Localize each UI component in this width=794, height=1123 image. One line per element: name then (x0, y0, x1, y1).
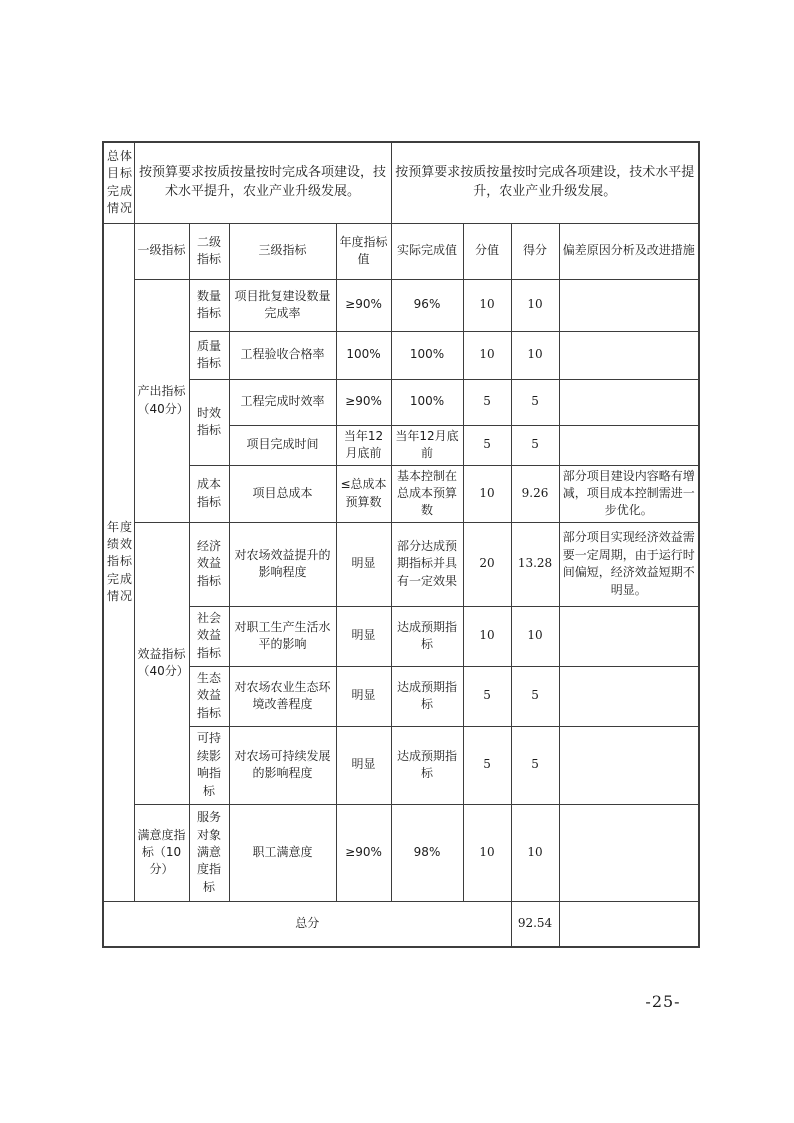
cell-indicator: 对职工生产生活水平的影响 (229, 606, 336, 666)
cell-level2: 数量指标 (189, 279, 229, 331)
cell-target: 明显 (336, 522, 391, 606)
cell-score: 10 (511, 606, 559, 666)
cell-indicator: 项目总成本 (229, 465, 336, 522)
cell-score: 5 (511, 726, 559, 804)
cell-level2: 时效指标 (189, 379, 229, 465)
cell-deviation (559, 279, 699, 331)
cell-indicator: 工程验收合格率 (229, 331, 336, 379)
cell-deviation: 部分项目实现经济效益需要一定周期，由于运行时间偏短，经济效益短期不明显。 (559, 522, 699, 606)
cell-actual: 达成预期指标 (391, 726, 463, 804)
table-row (103, 666, 699, 726)
cell-target: 明显 (336, 726, 391, 804)
group-output-label: 产出指标（40分） (134, 279, 189, 522)
cell-points: 20 (463, 522, 511, 606)
cell-actual: 100% (391, 331, 463, 379)
cell-points: 10 (463, 804, 511, 901)
cell-score: 10 (511, 279, 559, 331)
header-row (103, 223, 699, 279)
header-target: 年度指标值 (336, 223, 391, 279)
cell-actual: 98% (391, 804, 463, 901)
cell-actual: 达成预期指标 (391, 666, 463, 726)
table-row (103, 379, 699, 425)
cell-score: 5 (511, 666, 559, 726)
cell-level2: 生态效益指标 (189, 666, 229, 726)
cell-actual: 当年12月底前 (391, 425, 463, 465)
table-row (103, 465, 699, 522)
overall-goal-row-label-text: 总体目标完成情况 (107, 148, 134, 216)
cell-score: 10 (511, 804, 559, 901)
cell-level2: 经济效益指标 (189, 522, 229, 606)
cell-points: 10 (463, 606, 511, 666)
group-satisfaction-label: 满意度指标（10分） (134, 804, 189, 901)
cell-level2: 质量指标 (189, 331, 229, 379)
total-label: 总分 (103, 901, 511, 947)
cell-indicator: 对农场可持续发展的影响程度 (229, 726, 336, 804)
cell-score: 5 (511, 425, 559, 465)
header-actual: 实际完成值 (391, 223, 463, 279)
cell-indicator: 对农场农业生态环境改善程度 (229, 666, 336, 726)
cell-deviation: 部分项目建设内容略有增减，项目成本控制需进一步优化。 (559, 465, 699, 522)
cell-target: 明显 (336, 606, 391, 666)
table-row (103, 522, 699, 606)
cell-score: 9.26 (511, 465, 559, 522)
table-row (103, 331, 699, 379)
header-level2: 二级指标 (189, 223, 229, 279)
overall-goal-right-cell: 按预算要求按质按量按时完成各项建设，技术水平提升，农业产业升级发展。 (391, 142, 699, 223)
cell-target: 当年12月底前 (336, 425, 391, 465)
table-row (103, 279, 699, 331)
cell-level2: 社会效益指标 (189, 606, 229, 666)
cell-deviation (559, 379, 699, 425)
cell-target: 明显 (336, 666, 391, 726)
cell-points: 5 (463, 726, 511, 804)
table-row (103, 606, 699, 666)
cell-actual: 部分达成预期指标并具有一定效果 (391, 522, 463, 606)
header-level1: 一级指标 (134, 223, 189, 279)
cell-points: 5 (463, 666, 511, 726)
cell-indicator: 职工满意度 (229, 804, 336, 901)
cell-actual: 100% (391, 379, 463, 425)
overall-goal-row-label (103, 142, 134, 223)
annual-performance-row-label (103, 223, 134, 901)
cell-indicator: 对农场效益提升的影响程度 (229, 522, 336, 606)
cell-deviation (559, 726, 699, 804)
page-number: -25- (645, 992, 681, 1011)
total-deviation (559, 901, 699, 947)
cell-target: 100% (336, 331, 391, 379)
cell-indicator: 项目批复建设数量完成率 (229, 279, 336, 331)
cell-actual: 达成预期指标 (391, 606, 463, 666)
cell-deviation (559, 804, 699, 901)
cell-level2: 可持续影响指标 (189, 726, 229, 804)
table-row (103, 804, 699, 901)
cell-score: 5 (511, 379, 559, 425)
cell-points: 10 (463, 465, 511, 522)
annual-performance-row-label-text: 年度绩效指标完成情况 (107, 519, 134, 604)
cell-indicator: 项目完成时间 (229, 425, 336, 465)
performance-evaluation-table (102, 141, 700, 948)
cell-indicator: 工程完成时效率 (229, 379, 336, 425)
cell-target: ≤总成本预算数 (336, 465, 391, 522)
table-row (103, 726, 699, 804)
cell-actual: 96% (391, 279, 463, 331)
header-deviation: 偏差原因分析及改进措施 (559, 223, 699, 279)
cell-deviation (559, 331, 699, 379)
cell-points: 5 (463, 425, 511, 465)
cell-deviation (559, 425, 699, 465)
cell-points: 10 (463, 279, 511, 331)
total-row (103, 901, 699, 947)
cell-score: 10 (511, 331, 559, 379)
cell-points: 10 (463, 331, 511, 379)
header-score: 得分 (511, 223, 559, 279)
overall-goal-row (103, 142, 699, 223)
header-level3: 三级指标 (229, 223, 336, 279)
cell-points: 5 (463, 379, 511, 425)
cell-target: ≥90% (336, 279, 391, 331)
cell-level2: 服务对象满意度指标 (189, 804, 229, 901)
header-points: 分值 (463, 223, 511, 279)
cell-deviation (559, 666, 699, 726)
group-benefit-label: 效益指标（40分） (134, 522, 189, 804)
total-score: 92.54 (511, 901, 559, 947)
cell-target: ≥90% (336, 379, 391, 425)
cell-level2: 成本指标 (189, 465, 229, 522)
overall-goal-left-cell: 按预算要求按质按量按时完成各项建设，技术水平提升，农业产业升级发展。 (134, 142, 391, 223)
cell-actual: 基本控制在总成本预算数 (391, 465, 463, 522)
cell-target: ≥90% (336, 804, 391, 901)
cell-score: 13.28 (511, 522, 559, 606)
cell-deviation (559, 606, 699, 666)
